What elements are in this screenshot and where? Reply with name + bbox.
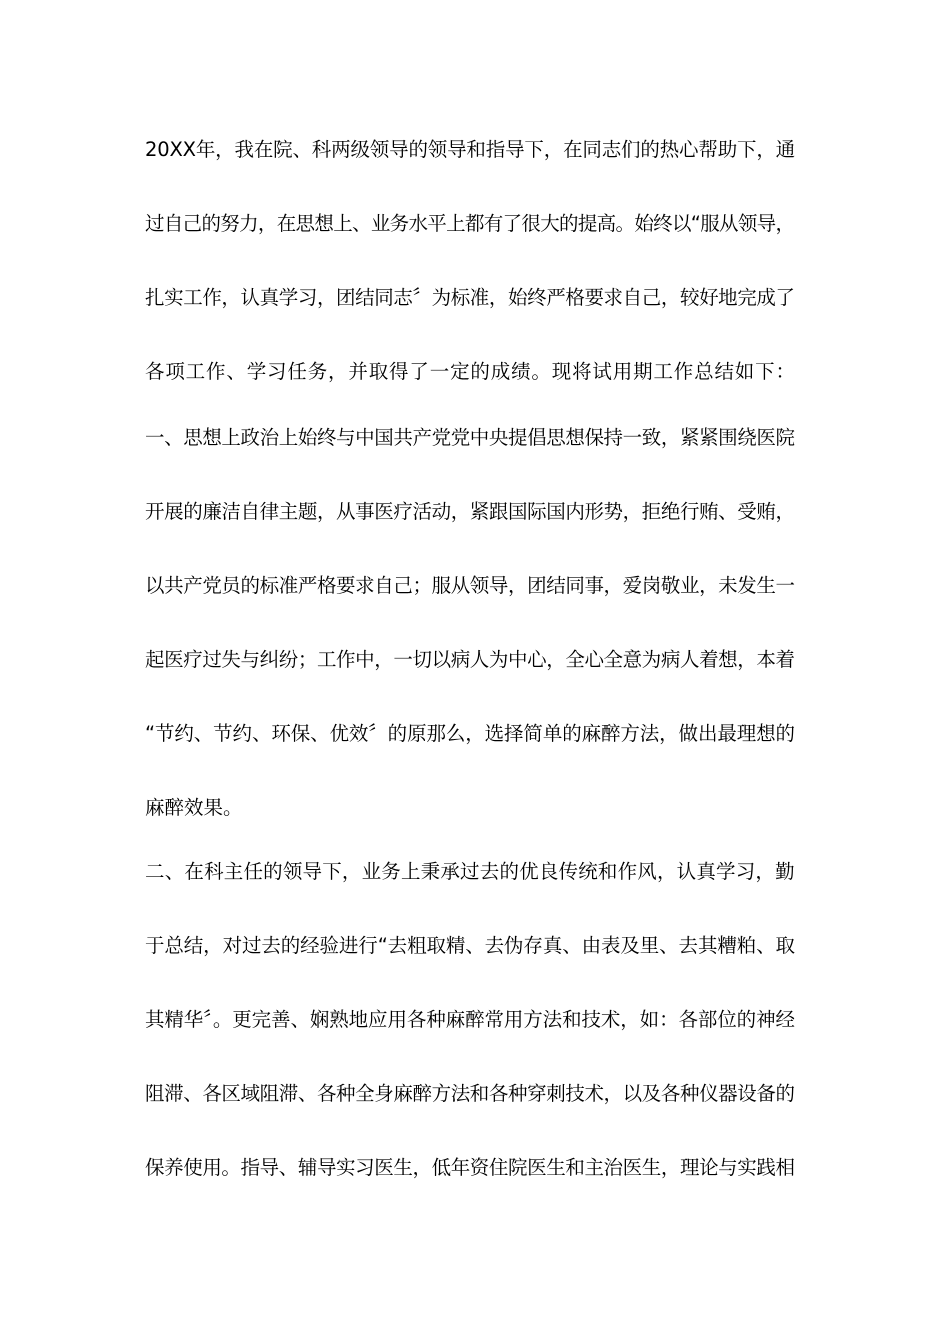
paragraph-line: 一、思想上政治上始终与中国共产党党中央提倡思想保持一致，紧紧围绕医院: [145, 426, 795, 449]
paragraph-line: “节约、节约、环保、优效〞的原那么，选择简单的麻醉方法，做出最理想的: [145, 722, 795, 745]
paragraph-line: 麻醉效果。: [145, 796, 243, 819]
paragraph-line: 二、在科主任的领导下，业务上秉承过去的优良传统和作风，认真学习，勤: [145, 860, 795, 883]
paragraph-line: 过自己的努力，在思想上、业务水平上都有了很大的提高。始终以“服从领导，: [145, 212, 795, 235]
paragraph-line: 其精华〞。更完善、娴熟地应用各种麻醉常用方法和技术，如：各部位的神经: [145, 1008, 795, 1031]
paragraph-line: 各项工作、学习任务，并取得了一定的成绩。现将试用期工作总结如下：: [145, 360, 796, 383]
paragraph-line: 以共产党员的标准严格要求自己；服从领导，团结同事，爱岗敬业，未发生一: [145, 574, 795, 597]
paragraph-line: 保养使用。指导、辅导实习医生，低年资住院医生和主治医生，理论与实践相: [145, 1156, 795, 1179]
paragraph-line: 于总结，对过去的经验进行“去粗取精、去伪存真、由表及里、去其糟粕、取: [145, 934, 795, 957]
paragraph-line: 扎实工作，认真学习，团结同志〞为标准，始终严格要求自己，较好地完成了: [145, 286, 795, 309]
paragraph-line: 阻滞、各区域阻滞、各种全身麻醉方法和各种穿刺技术，以及各种仪器设备的: [145, 1082, 795, 1105]
paragraph-line: 20XX年，我在院、科两级领导的领导和指导下，在同志们的热心帮助下，通: [145, 138, 796, 161]
paragraph-line: 起医疗过失与纠纷；工作中，一切以病人为中心，全心全意为病人着想，本着: [145, 648, 795, 671]
paragraph-line: 开展的廉洁自律主题，从事医疗活动，紧跟国际国内形势，拒绝行贿、受贿，: [145, 500, 795, 523]
